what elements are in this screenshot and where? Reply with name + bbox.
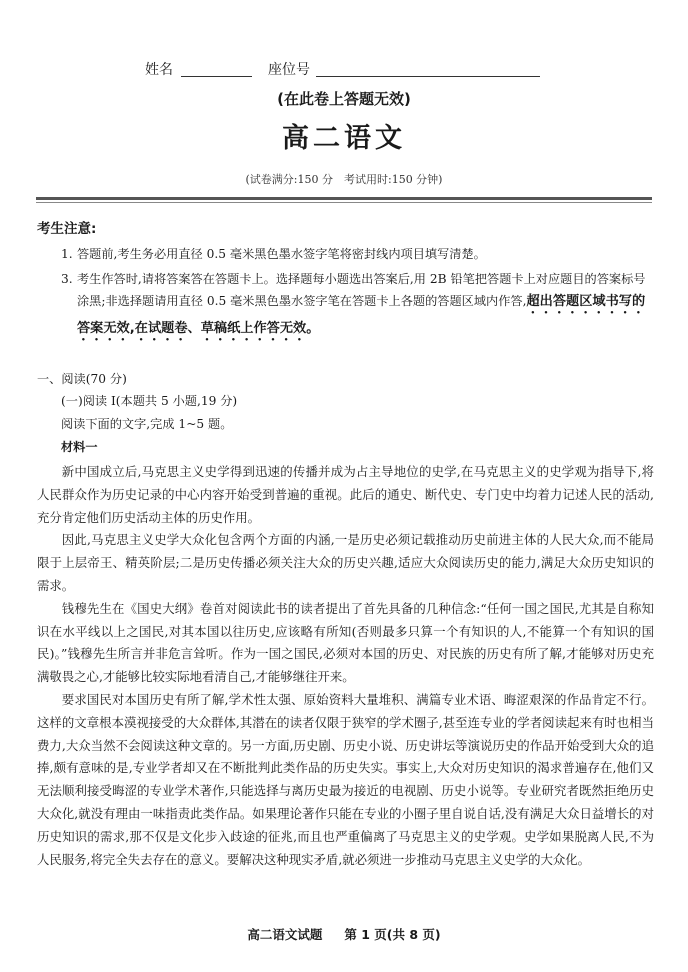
paragraph: 要求国民对本国历史有所了解,学术性太强、原始资料大量堆积、满篇专业术语、晦涩艰深的作品肯定不行。这样的文章根本漠视接受的大众群体,其潜在的读者仅限于狭窄的学术圈子,甚至连专业的学者阅读起来有时也相当费力,大众当然不会阅读这种文章的。另一方面,历史剧、历史小说、历史讲坛等演说历史的作品开始受到大众的追捧,颇有意味的是,专业学者却又在不断批判此类作品的历史失实。事实上,大众对历史知识的渴求普遍存在,他们又无法顺利接受晦涩的专业学术著作,只能选择与离历史最为接近的电视剧、历史小说等。专业研究者既然拒绝历史大众化,就没有理由一味指责此类作品。如果理论著作只能在专业的小圈子里自说自话,没有满足大众日益增长的对历史知识的需求,那不仅是文化步入歧途的征兆,而且也严重偏离了马克思主义的史学观。史学如果脱离人民,不为人民服务,将完全失去存在的意义。要解决这种现实矛盾,就必须进一步推动马克思主义史学的大众化。 <box>37 691 654 867</box>
paragraph: 因此,马克思主义史学大众化包含两个方面的内涵,一是历史必须记载推动历史前进主体的人民大众,而不能局限于上层帝王、精英阶层;二是历史传播必须关注大众的历史兴趣,适应大众阅读历史的能力,满足大众历史知识的需求。 <box>37 532 654 593</box>
page-title: 高二语文 <box>282 123 406 154</box>
paragraph: 钱穆先生在《国史大纲》卷首对阅读此书的读者提出了首先具备的几种信念:“任何一国之国民,尤其是自称知识在水平线以上之国民,对其本国以往历史,应该略有所知(否则最多只算一个有知识的人,不能算一个有知识的国民)。”钱穆先生所言并非危言耸听。作为一国之国民,必须对本国的历史、对民族的历史有所了解,才能够对历史充满敬畏之心,才能够比较实际地看清自己,才能够继往开来。 <box>37 600 654 685</box>
paragraph: 新中国成立后,马克思主义史学得到迅速的传播并成为占主导地位的史学,在马克思主义的史学观为指导下,将人民群众作为历史记录的中心内容开始受到普遍的重视。此后的通史、断代史、专门史中均着力记述人民的活动,充分肯定他们历史活动主体的历史作用。 <box>37 464 654 525</box>
material-label: 材料一 <box>61 440 98 454</box>
note-text: 考生作答时,请将答案答在答题卡上。选择题每小题选出答案后,用 2B 铅笔把答题卡上对应题目的答案标号涂黑;非选择题请用直径 0.5 毫米黑色墨水签字笔在答题卡上各题的答题区域内作答, <box>77 272 646 308</box>
note-emphasis: 超出答题区域书写的答案无效,在试题卷、草稿纸上作答无效。 <box>77 294 646 336</box>
note-text: 答题前,考生务必用直径 0.5 毫米黑色墨水签字笔将密封线内项目填写清楚。 <box>77 247 486 261</box>
candidate-info-line <box>0 60 688 82</box>
instruction: 阅读下面的文字,完成 1~5 题。 <box>61 417 233 431</box>
passage <box>37 461 654 871</box>
note-number: 1. <box>61 247 73 261</box>
note-item <box>61 268 655 344</box>
divider-thick <box>36 197 652 200</box>
notes-heading: 考生注意: <box>37 221 97 237</box>
note-text-wrapper <box>61 268 655 344</box>
note-item <box>61 243 655 265</box>
invalid-answer-notice: (在此卷上答题无效) <box>277 90 411 108</box>
section-heading: 一、阅读(70 分) <box>37 372 127 386</box>
subsection-heading: (一)阅读 I(本题共 5 小题,19 分) <box>61 394 238 408</box>
name-label: 姓名 <box>145 62 173 78</box>
divider-thin <box>36 202 652 203</box>
footer-name: 高二语文试题 <box>247 927 323 942</box>
seat-label: 座位号 <box>268 62 310 78</box>
note-number: 3. <box>61 272 73 286</box>
page-footer <box>0 925 688 945</box>
name-field[interactable] <box>181 76 252 77</box>
exam-info: (试卷满分:150 分 考试用时:150 分钟) <box>245 173 443 186</box>
footer-page: 第 1 页(共 8 页) <box>344 927 441 942</box>
seat-field[interactable] <box>316 76 540 77</box>
